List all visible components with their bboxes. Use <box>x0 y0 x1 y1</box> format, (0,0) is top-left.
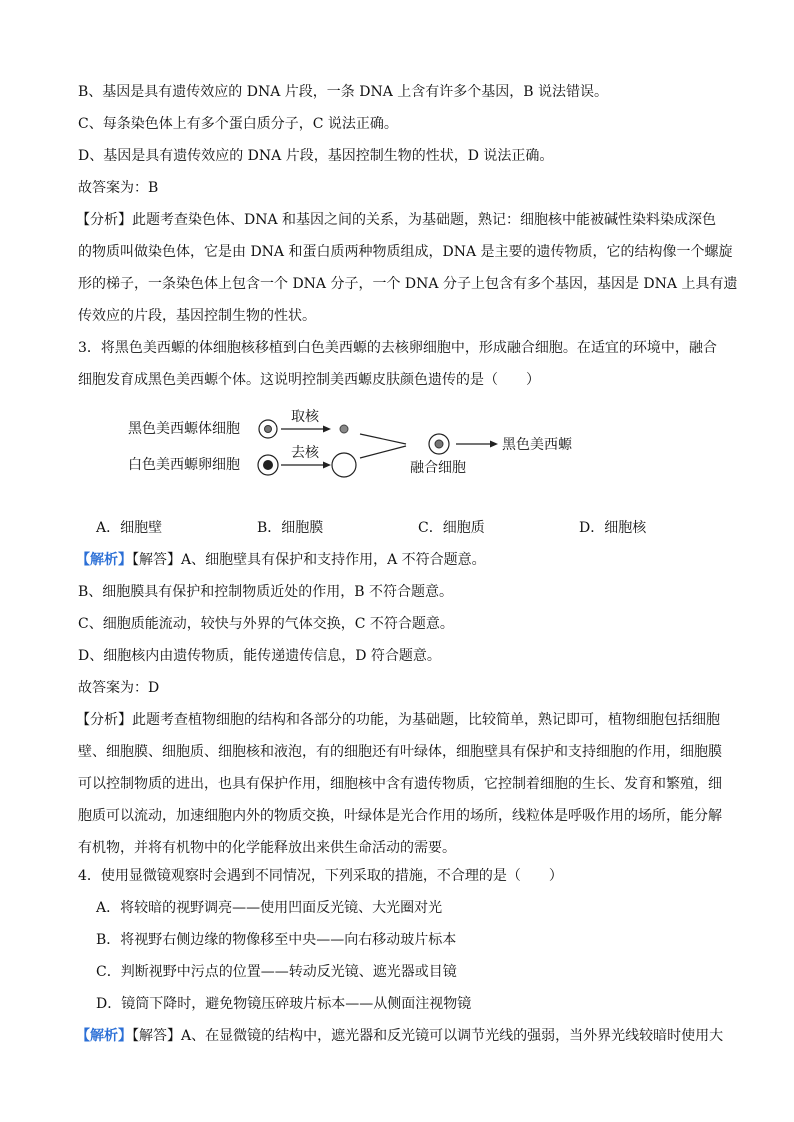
option-c: C．判断视野中污点的位置——转动反光镜、遮光器或目镜 <box>96 964 457 980</box>
arrow-icon <box>281 462 331 469</box>
text-line: C、细胞质能流动，较快与外界的气体交换，C 不符合题意。 <box>78 616 454 632</box>
answer-line: 故答案为：D <box>78 680 160 696</box>
nuclear-transfer-diagram <box>128 400 598 490</box>
black-cell-label: 黑色美西螈体细胞 <box>128 421 240 437</box>
analysis-line: 【分析】此题考查植物细胞的结构和各部分的功能，为基础题，比较简单，熟记即可，植物细胞包括细胞 <box>76 712 720 728</box>
text-line: 传效应的片段，基因控制生物的性状。 <box>78 308 316 324</box>
nucleus-icon <box>340 425 348 433</box>
egg-cell-icon <box>258 455 278 475</box>
jiexi-tag: 【解析】 <box>76 1028 132 1044</box>
text-line: 有机物，并将有机物中的化学能释放出来供生命活动的需要。 <box>78 840 456 856</box>
text-line: 的物质叫做染色体，它是由 DNA 和蛋白质两种物质组成，DNA 是主要的遗传物质，它的结构像一个螺旋 <box>78 244 733 260</box>
result-label: 黑色美西螈 <box>502 437 572 453</box>
text-line: D、细胞核内由遗传物质，能传递遗传信息，D 符合题意。 <box>78 648 441 664</box>
merge-lines <box>360 434 406 458</box>
question-3: 3．将黑色美西螈的体细胞核移植到白色美西螈的去核卵细胞中，形成融合细胞。在适宜的环境中，融合 <box>78 340 717 356</box>
analysis-line: 【分析】此题考查染色体、DNA 和基因之间的关系，为基础题，熟记：细胞核中能被碱性染料染成深色 <box>76 212 717 228</box>
option-d: D．细胞核 <box>579 520 647 536</box>
solution-line: 【解析】【解答】A、细胞壁具有保护和支持作用，A 不符合题意。 <box>76 552 486 568</box>
text-line: 壁、细胞膜、细胞质、细胞核和液泡，有的细胞还有叶绿体，细胞壁具有保护和支持细胞的作用，细胞膜 <box>78 744 722 760</box>
arrow-icon <box>281 426 331 433</box>
fused-cell-label: 融合细胞 <box>410 460 466 476</box>
arrow-icon <box>456 441 498 448</box>
text-line: 可以控制物质的进出，也具有保护作用，细胞核中含有遗传物质，它控制着细胞的生长、发育和繁殖，细 <box>78 776 722 792</box>
white-egg-label: 白色美西螈卵细胞 <box>128 457 240 473</box>
question-4: 4．使用显微镜观察时会遇到不同情况，下列采取的措施，不合理的是（ ） <box>78 868 563 884</box>
text-line: 细胞发育成黑色美西螈个体。这说明控制美西螈皮肤颜色遗传的是（ ） <box>78 372 540 388</box>
text-line: B、基因是具有遗传效应的 DNA 片段，一条 DNA 上含有许多个基因，B 说法错误。 <box>78 84 608 100</box>
text-line: 形的梯子，一条染色体上包含一个 DNA 分子，一个 DNA 分子上包含有多个基因，基因是 DNA 上具有遗 <box>78 276 738 292</box>
option-b: B．将视野右侧边缘的物像移至中央——向右移动玻片标本 <box>96 932 457 948</box>
text-line: D、基因是具有遗传效应的 DNA 片段，基因控制生物的性状，D 说法正确。 <box>78 148 554 164</box>
enucleated-egg-icon <box>332 453 356 477</box>
text-line: C、每条染色体上有多个蛋白质分子，C 说法正确。 <box>78 116 398 132</box>
text-line: 胞质可以流动，加速细胞内外的物质交换，叶绿体是光合作用的场所，线粒体是呼吸作用的场所，能分解 <box>78 808 722 824</box>
remove-nucleus-label: 去核 <box>291 445 319 461</box>
fused-cell-icon <box>429 434 449 454</box>
body-cell-icon <box>259 420 277 438</box>
solution-line: 【解析】【解答】A、在显微镜的结构中，遮光器和反光镜可以调节光线的强弱，当外界光线较暗时使用大 <box>76 1028 724 1044</box>
option-a: A．将较暗的视野调亮——使用凹面反光镜、大光圈对光 <box>96 900 443 916</box>
option-c: C．细胞质 <box>418 520 485 536</box>
jiexi-tag: 【解析】 <box>76 552 132 568</box>
take-nucleus-label: 取核 <box>291 409 319 425</box>
text-line: B、细胞膜具有保护和控制物质近处的作用，B 不符合题意。 <box>78 584 454 600</box>
answer-line: 故答案为：B <box>78 180 159 196</box>
option-d: D．镜筒下降时，避免物镜压碎玻片标本——从侧面注视物镜 <box>96 996 472 1012</box>
option-b: B．细胞膜 <box>257 520 324 536</box>
option-a: A．细胞壁 <box>96 520 163 536</box>
